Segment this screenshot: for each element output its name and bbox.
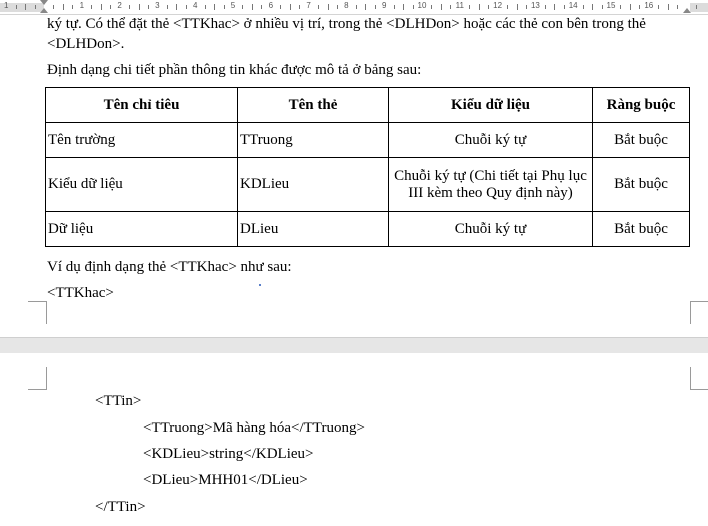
ruler-right-margin <box>690 3 708 12</box>
ruler-tick <box>602 5 603 9</box>
ruler-tick <box>328 4 329 10</box>
hanging-indent-marker[interactable] <box>40 8 48 13</box>
ruler-tick <box>261 5 262 9</box>
ruler-tick <box>318 5 319 9</box>
ruler-number: 13 <box>530 1 540 10</box>
example-intro-text: Ví dụ định dạng thẻ <TTKhac> như sau: <box>47 259 292 275</box>
ruler-tick <box>658 5 659 9</box>
code-line: <TTruong>Mã hàng hóa</TTruong> <box>143 420 365 436</box>
table-row <box>46 123 690 158</box>
table-cell: KDLieu <box>238 158 389 212</box>
table-intro-text: Định dạng chi tiết phần thông tin khác được mô tả ở bảng sau: <box>47 62 422 78</box>
horizontal-ruler[interactable] <box>0 0 708 15</box>
text-cursor-mark <box>259 284 261 286</box>
table-cell: TTruong <box>238 123 389 158</box>
paragraph-continuation-line-1: ký tự. Có thể đặt thẻ <TTKhac> ở nhiều vị trí, trong thẻ <DLHDon> hoặc các thẻ con bên trong thẻ <box>47 16 646 32</box>
ruler-tick <box>620 5 621 9</box>
ruler-number: 1 <box>3 1 9 10</box>
code-line: <KDLieu>string</KDLieu> <box>143 446 314 462</box>
ruler-tick <box>592 4 593 10</box>
ruler-number: 4 <box>192 1 198 10</box>
ruler-tick <box>479 4 480 10</box>
ruler-tick <box>53 5 54 9</box>
ruler-tick <box>375 5 376 9</box>
header-cell: Ràng buộc <box>593 88 690 123</box>
table-cell: Kiểu dữ liệu <box>46 158 238 212</box>
table-cell: Chuỗi ký tự <box>389 123 593 158</box>
ruler-tick <box>242 5 243 9</box>
ruler-number: 7 <box>306 1 311 10</box>
table-row <box>46 158 690 212</box>
ruler-number: 15 <box>606 1 616 10</box>
ruler-tick <box>290 4 291 10</box>
ruler-tick <box>564 5 565 9</box>
ruler-tick <box>129 5 130 9</box>
spec-table <box>45 87 690 247</box>
ruler-number: 12 <box>493 1 503 10</box>
ruler-tick <box>450 5 451 9</box>
ruler-tick <box>677 5 678 9</box>
table-cell: Chuỗi ký tự (Chi tiết tại Phụ lục III kèm theo Quy định này) <box>389 158 593 212</box>
header-cell: Kiểu dữ liệu <box>389 88 593 123</box>
ruler-number: 6 <box>268 1 274 10</box>
ruler-tick <box>394 5 395 9</box>
ruler-tick <box>545 5 546 9</box>
document-page-1 <box>0 15 708 337</box>
right-indent-marker[interactable] <box>683 8 691 13</box>
ruler-tick <box>431 5 432 9</box>
ruler-tick <box>299 5 300 9</box>
ruler-number: 9 <box>381 1 387 10</box>
code-line: <TTin> <box>95 393 142 409</box>
ruler-tick <box>668 4 669 10</box>
margin-corner-top-right <box>690 367 708 390</box>
ruler-tick <box>35 5 36 9</box>
ruler-tick <box>139 4 140 10</box>
ruler-tick <box>356 5 357 9</box>
ruler-tick <box>101 4 102 10</box>
ruler-tick <box>630 4 631 10</box>
ruler-tick <box>63 4 64 10</box>
ruler-number: 5 <box>230 1 236 10</box>
ruler-number: 14 <box>568 1 578 10</box>
page-break-gap <box>0 337 708 354</box>
margin-corner-bottom-left <box>28 301 47 324</box>
ruler-number: 16 <box>644 1 654 10</box>
ruler-tick <box>280 5 281 9</box>
paragraph-continuation-line-2: <DLHDon>. <box>47 36 125 52</box>
ruler-tick <box>176 4 177 10</box>
ruler-track[interactable] <box>44 3 690 12</box>
table-cell: Dữ liệu <box>46 212 238 247</box>
table-cell: Tên trường <box>46 123 238 158</box>
ruler-tick <box>214 4 215 10</box>
ruler-tick <box>337 5 338 9</box>
ruler-tick <box>25 4 26 10</box>
code-line: </TTin> <box>95 499 146 515</box>
ruler-tick <box>554 4 555 10</box>
ruler-tick <box>488 5 489 9</box>
ruler-tick <box>224 5 225 9</box>
table-header-row <box>46 88 690 123</box>
ruler-tick <box>167 5 168 9</box>
ruler-number: 11 <box>455 1 464 10</box>
ruler-tick <box>517 4 518 10</box>
table-row <box>46 212 690 247</box>
margin-corner-bottom-right <box>690 301 708 324</box>
ruler-tick <box>526 5 527 9</box>
header-cell: Tên thẻ <box>238 88 389 123</box>
ruler-tick <box>469 5 470 9</box>
ruler-tick <box>186 5 187 9</box>
ruler-tick <box>205 5 206 9</box>
ruler-tick <box>583 5 584 9</box>
ruler-number: 3 <box>155 1 160 10</box>
table-cell: Bắt buộc <box>593 123 690 158</box>
ruler-tick <box>110 5 111 9</box>
ruler-number: 1 <box>79 1 85 10</box>
ruler-number: 8 <box>344 1 349 10</box>
ruler-number: 2 <box>117 1 122 10</box>
table-cell: DLieu <box>238 212 389 247</box>
ruler-number: 10 <box>417 1 427 10</box>
document-page-2 <box>0 353 708 526</box>
ruler-tick <box>91 5 92 9</box>
example-open-tag: <TTKhac> <box>47 285 114 301</box>
ruler-tick <box>148 5 149 9</box>
ruler-tick <box>252 4 253 10</box>
ruler-tick <box>441 4 442 10</box>
ruler-tick <box>507 5 508 9</box>
ruler-tick <box>413 5 414 9</box>
header-cell: Tên chỉ tiêu <box>46 88 238 123</box>
table-cell: Bắt buộc <box>593 158 690 212</box>
table-cell: Bắt buộc <box>593 212 690 247</box>
table-cell: Chuỗi ký tự <box>389 212 593 247</box>
ruler-tick <box>72 5 73 9</box>
margin-corner-top-left <box>28 367 47 390</box>
ruler-tick <box>403 4 404 10</box>
ruler-tick <box>365 4 366 10</box>
ruler-tick <box>639 5 640 9</box>
ruler-tick <box>696 5 697 9</box>
ruler-tick <box>16 5 17 9</box>
code-line: <DLieu>MHH01</DLieu> <box>143 472 308 488</box>
first-line-indent-marker[interactable] <box>40 0 48 5</box>
